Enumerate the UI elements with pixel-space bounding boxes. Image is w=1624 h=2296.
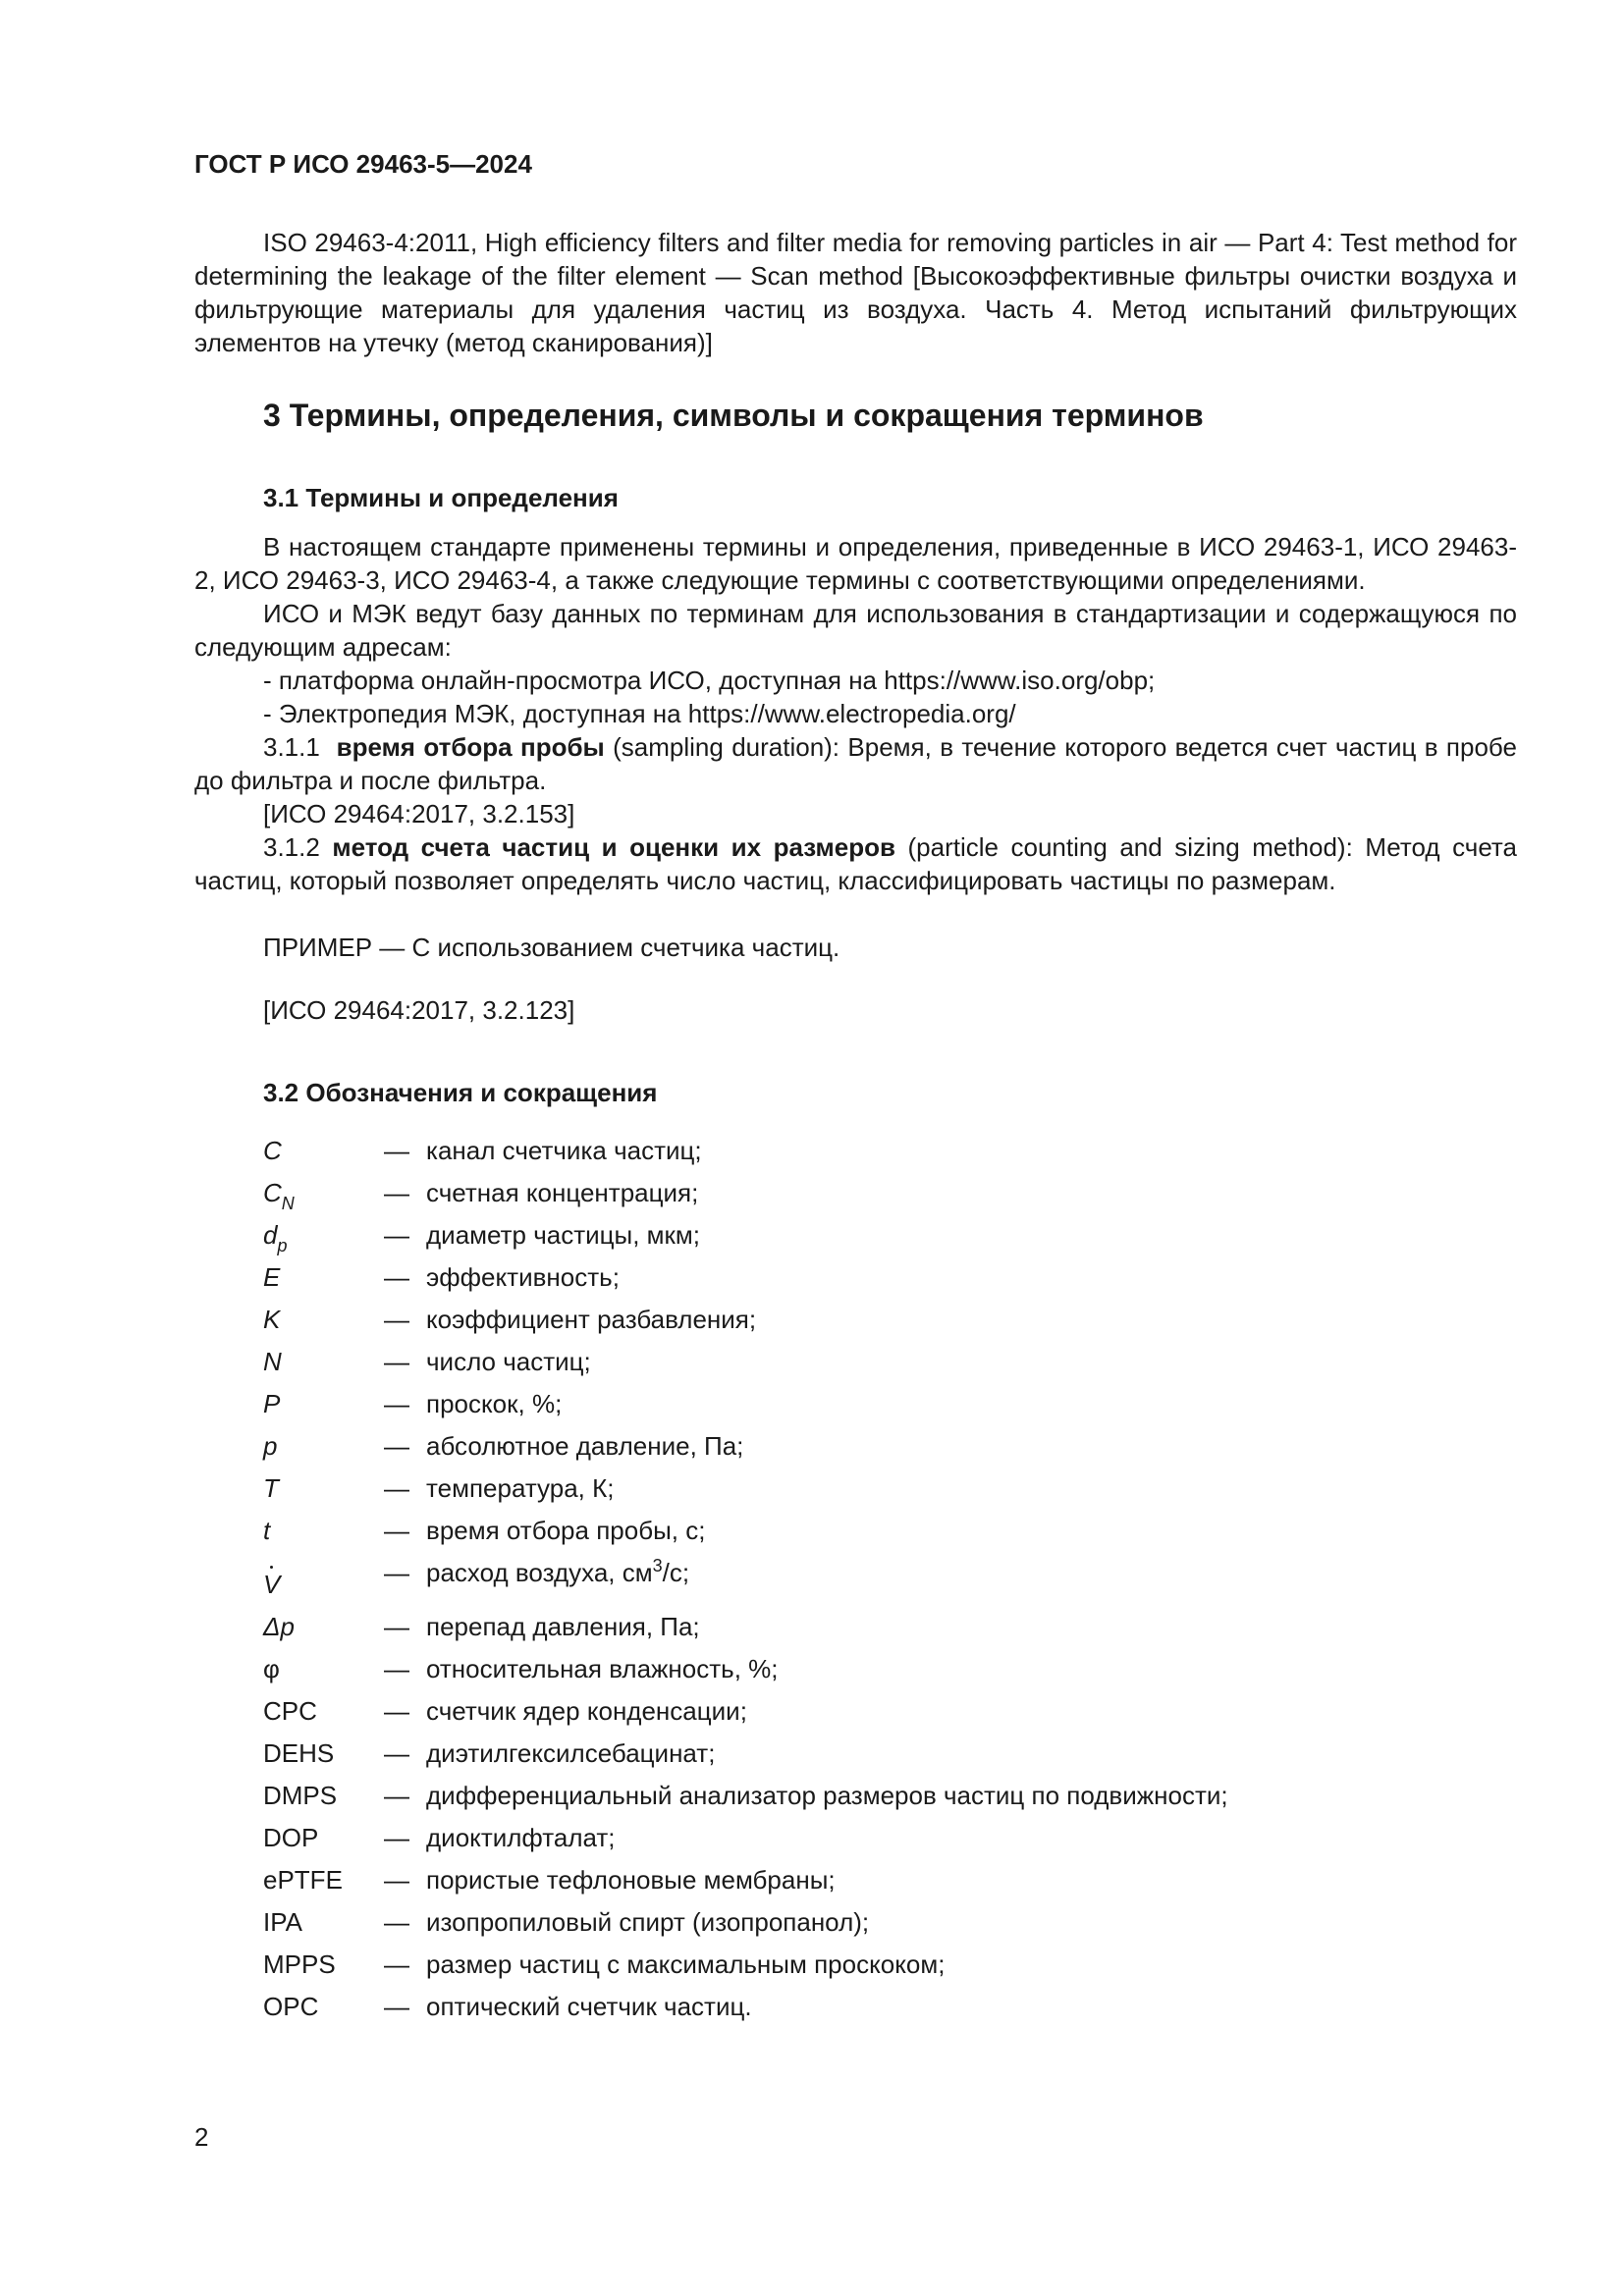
dash: — [384, 1347, 409, 1376]
symbol-row [263, 1429, 1500, 1471]
symbol-description: перепад давления, Па; [426, 1612, 700, 1641]
document-header: ГОСТ Р ИСО 29463-5—2024 [194, 149, 532, 179]
symbol-description: диаметр частицы, мкм; [426, 1220, 701, 1250]
symbol: N [263, 1347, 282, 1376]
dash: — [384, 1473, 409, 1503]
dash: — [384, 1865, 409, 1895]
symbol-row [263, 1387, 1500, 1429]
symbol-row [263, 1260, 1500, 1303]
abbreviation: ePTFE [263, 1865, 343, 1895]
symbol-description: температура, К; [426, 1473, 615, 1503]
symbol: E [263, 1262, 281, 1292]
symbol: T [263, 1473, 279, 1503]
term-number: 3.1.1 [263, 732, 320, 762]
list-item: - платформа онлайн-просмотра ИСО, доступная на https://www.iso.org/obp; [263, 666, 1156, 695]
dash: — [384, 1907, 409, 1937]
dash: — [384, 1738, 409, 1768]
symbol-row [263, 1694, 1500, 1736]
symbol-description: счетчик ядер конденсации; [426, 1696, 747, 1726]
symbol-row [263, 1863, 1500, 1905]
abbreviation: MPPS [263, 1949, 336, 1979]
symbol [263, 1568, 381, 1601]
symbol-description: коэффициент разбавления; [426, 1305, 757, 1334]
symbol-description: диоктилфталат; [426, 1823, 616, 1852]
symbol-row [263, 1905, 1500, 1948]
dash: — [384, 1696, 409, 1726]
term-number: 3.1.2 [263, 832, 320, 862]
dash: — [384, 1516, 409, 1545]
dash: — [384, 1262, 409, 1292]
page-number: 2 [194, 2122, 209, 2152]
term-source: [ИСО 29464:2017, 3.2.123] [263, 995, 575, 1025]
symbol-row [263, 1303, 1500, 1345]
symbol: Δp [263, 1612, 295, 1641]
symbol-row [263, 1556, 1500, 1610]
symbol-row [263, 1990, 1500, 2032]
dash: — [384, 1992, 409, 2021]
symbol-row [263, 1948, 1500, 1990]
dash: — [384, 1389, 409, 1418]
symbol-row [263, 1610, 1500, 1652]
intro-paragraph: В настоящем стандарте применены термины и определения, приведенные в ИСО 29463-1, ИСО 29463-2, ИСО 29463-3, ИСО 29463-4, а также следующие термины с соответствующими определениями. [194, 532, 1517, 595]
symbols-list [263, 1134, 1500, 2032]
symbol-description: эффективность; [426, 1262, 620, 1292]
symbol-row [263, 1652, 1500, 1694]
symbol-row [263, 1514, 1500, 1556]
term-3-1-2 [194, 830, 1517, 897]
abbreviation: OPC [263, 1992, 319, 2021]
dash: — [384, 1431, 409, 1461]
abbreviation: CPC [263, 1696, 317, 1726]
symbol-description: размер частиц с максимальным проскоком; [426, 1949, 946, 1979]
symbol-description: канал счетчика частиц; [426, 1136, 702, 1165]
symbol: $d_p$ [263, 1220, 288, 1255]
term-definition: (particle counting and sizing method): Метод счета частиц, который позволяет определять число частиц, классифицировать частицы по размерам. [194, 832, 1517, 895]
dash: — [384, 1558, 409, 1587]
dash: — [384, 1612, 409, 1641]
abbreviation: DMPS [263, 1781, 338, 1810]
dash: — [384, 1654, 409, 1683]
reference-text: ISO 29463-4:2011, High efficiency filters and filter media for removing particles in air — Part 4: Test method for determining the leakage of the filter element — Scan method [Высокоэффективные фильтры очистки воздуха и фильтрующие материалы для удаления частиц из воздуха. Часть 4. Метод испытаний фильтрующих элементов на утечку (метод сканирования)] [194, 228, 1517, 357]
symbol-description: оптический счетчик частиц. [426, 1992, 752, 2021]
dash: — [384, 1305, 409, 1334]
abbreviation: DEHS [263, 1738, 335, 1768]
symbol-description: диэтилгексилсебацинат; [426, 1738, 716, 1768]
section-3-1-title: 3.1 Термины и определения [263, 483, 619, 512]
document-page [194, 0, 1517, 2296]
dash: — [384, 1781, 409, 1810]
symbol-description: счетная концентрация; [426, 1178, 699, 1207]
symbol-row [263, 1218, 1500, 1260]
section-3-2-title: 3.2 Обозначения и сокращения [263, 1078, 658, 1107]
term-name: метод счета частиц и оценки их размеров [332, 832, 895, 862]
example-note: ПРИМЕР — С использованием счетчика частиц. [263, 933, 840, 962]
symbol-row [263, 1821, 1500, 1863]
term-definition: (sampling duration): Время, в течение которого ведется счет частиц в пробе до фильтра и после фильтра. [194, 732, 1517, 795]
symbol-row [263, 1736, 1500, 1779]
database-paragraph: ИСО и МЭК ведут базу данных по терминам для использования в стандартизации и содержащуюся по следующим адресам: [194, 599, 1517, 662]
dash: — [384, 1178, 409, 1207]
term-3-1-1 [194, 730, 1517, 797]
symbol-row [263, 1134, 1500, 1176]
abbreviation: DOP [263, 1823, 319, 1852]
section-3-1-body [194, 530, 1517, 1027]
term-source: [ИСО 29464:2017, 3.2.153] [263, 799, 575, 828]
normative-reference [194, 226, 1517, 359]
symbol-row [263, 1779, 1500, 1821]
symbol-description: абсолютное давление, Па; [426, 1431, 744, 1461]
dash: — [384, 1136, 409, 1165]
dash: — [384, 1220, 409, 1250]
symbol-description: число частиц; [426, 1347, 591, 1376]
list-item: - Электропедия МЭК, доступная на https://www.electropedia.org/ [263, 699, 1016, 728]
symbol-description: проскок, %; [426, 1389, 563, 1418]
symbol: t [263, 1516, 271, 1545]
symbol-description: относительная влажность, %; [426, 1654, 779, 1683]
symbol: φ [263, 1654, 280, 1683]
section-3-title: 3 Термины, определения, символы и сокращения терминов [263, 398, 1204, 433]
dot-accent-icon: V [263, 1570, 281, 1599]
symbol: K [263, 1305, 281, 1334]
dash: — [384, 1823, 409, 1852]
symbol-row [263, 1176, 1500, 1218]
dash: — [384, 1949, 409, 1979]
symbol: P [263, 1389, 281, 1418]
symbol-description: расход воздуха, $см^3/с$; [426, 1556, 690, 1587]
symbol: p [263, 1431, 278, 1461]
abbreviation: IPA [263, 1907, 302, 1937]
symbol: C [263, 1136, 282, 1165]
symbol-description: время отбора пробы, с; [426, 1516, 706, 1545]
symbol-description: пористые тефлоновые мембраны; [426, 1865, 836, 1895]
symbol-description: дифференциальный анализатор размеров частиц по подвижности; [426, 1781, 1228, 1810]
term-name: время отбора пробы [336, 732, 605, 762]
symbol-row [263, 1471, 1500, 1514]
symbol-row [263, 1345, 1500, 1387]
symbol: $C_N$ [263, 1178, 295, 1213]
symbol-description: изопропиловый спирт (изопропанол); [426, 1907, 870, 1937]
